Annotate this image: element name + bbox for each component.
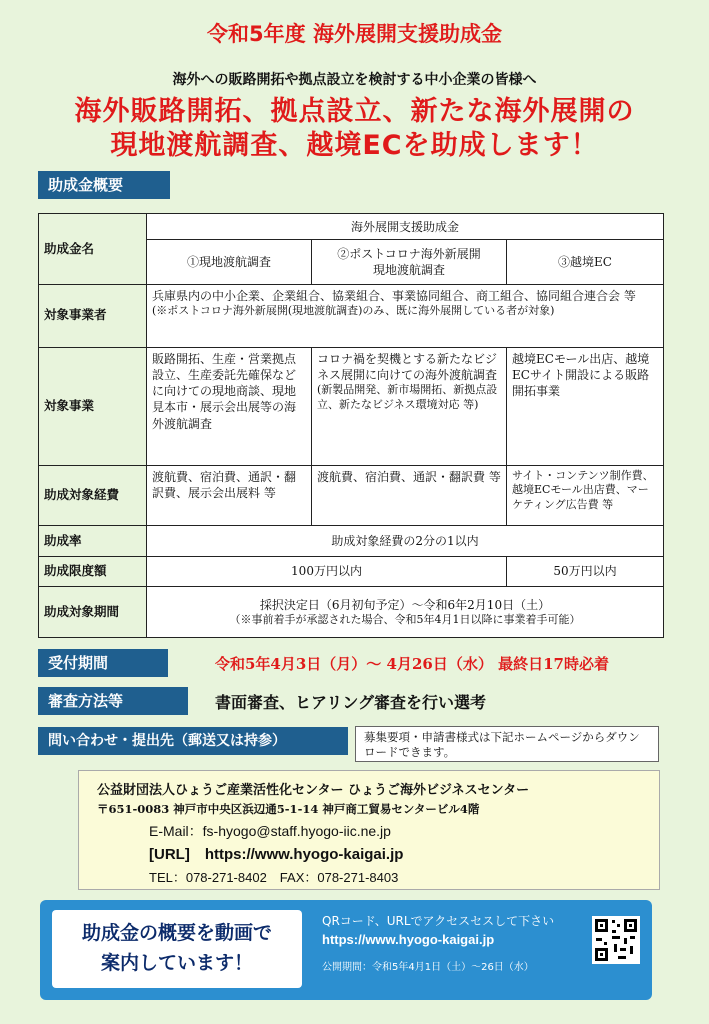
qr-instruction: QRコード、URLでアクセスセスして下さい <box>322 914 555 928</box>
page-title: 令和5年度 海外展開支援助成金 <box>207 22 502 46</box>
contact-url[interactable]: [URL] https://www.hyogo-kaigai.jp <box>149 846 404 863</box>
period-note: （※事前着手が承認された場合、令和5年4月1日以降に事業着手可能） <box>229 612 581 626</box>
reception-period: 令和5年4月3日（月）～ 4月26日（水） 最終日17時必着 <box>215 655 609 673</box>
row-head-limit: 助成限度額 <box>39 556 147 586</box>
eligible-entities-cell <box>147 284 664 347</box>
program-name: 海外展開支援助成金 <box>147 214 664 240</box>
contact-address: 〒651-0083 神戸市中央区浜辺通5-1-14 神戸商工貿易センタービル4階 <box>97 802 480 816</box>
limit-value-1-2: 100万円以内 <box>147 556 507 586</box>
section-reception-label: 受付期間 <box>38 649 168 677</box>
review-method: 書面審査、ヒアリング審査を行い選考 <box>215 693 487 712</box>
contact-box <box>78 770 660 890</box>
row-head-eligible-projects: 対象事業 <box>39 347 147 465</box>
project-2-note: (新製品開発、新市場開拓、新拠点設立、新たなビジネス環境対応 等) <box>317 383 498 412</box>
qr-code-icon[interactable] <box>592 916 640 964</box>
section-contact-label: 問い合わせ・提出先（郵送又は持参） <box>38 727 348 755</box>
project-2: コロナ禍を契機とする新たなビジネス展開に向けての海外渡航調査 <box>317 351 498 383</box>
page-subtitle: 海外への販路開拓や拠点設立を検討する中小企業の皆様へ <box>172 72 537 88</box>
column-label-3: ③越境EC <box>507 240 664 285</box>
eligible-entities-text: 兵庫県内の中小企業、企業組合、協業組合、事業協同組合、商工組合、協同組合連合会 等 <box>152 288 636 303</box>
download-notice: 募集要項・申請書様式は下記ホームページからダウンロードできます。 <box>355 726 659 762</box>
contact-phone: TEL：078-271-8402 FAX：078-271-8403 <box>149 870 399 885</box>
period-cell <box>147 587 664 638</box>
row-head-grant-name: 助成金名 <box>39 214 147 285</box>
row-head-eligible-expenses: 助成対象経費 <box>39 465 147 526</box>
column-label-2: ②ポストコロナ海外新展開 現地渡航調査 <box>312 240 507 285</box>
headline-line-1: 海外販路開拓、拠点設立、新たな海外展開の <box>74 96 635 127</box>
video-message <box>52 910 302 988</box>
column-label-1: ①現地渡航調査 <box>147 240 312 285</box>
video-line-2: 案内しています！ <box>100 952 253 974</box>
eligible-entities-note: (※ポストコロナ海外新展開(現地渡航調査)のみ、既に海外展開している者が対象) <box>152 304 555 318</box>
contact-org: 公益財団法人ひょうご産業活性化センター ひょうご海外ビジネスセンター <box>97 783 530 798</box>
expense-2: 渡航費、宿泊費、通訳・翻訳費 等 <box>312 465 507 526</box>
banner-url[interactable]: https://www.hyogo-kaigai.jp <box>322 932 495 947</box>
rate-value: 助成対象経費の2分の1以内 <box>147 526 664 556</box>
public-period: 公開期間：令和5年4月1日（土）～26日（水） <box>322 962 534 973</box>
project-1: 販路開拓、生産・営業拠点設立、生産委託先確保などに向けての現地商談、現地見本市・展示会出展等の海外渡航調査 <box>147 347 312 465</box>
row-head-period: 助成対象期間 <box>39 587 147 638</box>
grant-overview-table <box>38 213 664 638</box>
video-line-1: 助成金の概要を動画で <box>81 922 272 944</box>
contact-email[interactable]: E-Mail：fs-hyogo@staff.hyogo-iic.ne.jp <box>149 823 391 839</box>
section-review-label: 審査方法等 <box>38 687 188 715</box>
section-overview-label: 助成金概要 <box>38 171 170 199</box>
row-head-eligible-entities: 対象事業者 <box>39 284 147 347</box>
headline-line-2: 現地渡航調査、越境ECを助成します！ <box>110 130 599 161</box>
project-3: 越境ECモール出店、越境ECサイト開設による販路開拓事業 <box>507 347 664 465</box>
row-head-rate: 助成率 <box>39 526 147 556</box>
limit-value-3: 50万円以内 <box>507 556 664 586</box>
expense-1: 渡航費、宿泊費、通訳・翻訳費、展示会出展料 等 <box>147 465 312 526</box>
video-banner <box>40 900 652 1000</box>
project-2-cell <box>312 347 507 465</box>
period-text: 採択決定日（6月初旬予定）～令和6年2月10日（土） <box>259 597 551 612</box>
expense-3: サイト・コンテンツ制作費、越境ECモール出店費、マーケティング広告費 等 <box>507 465 664 526</box>
